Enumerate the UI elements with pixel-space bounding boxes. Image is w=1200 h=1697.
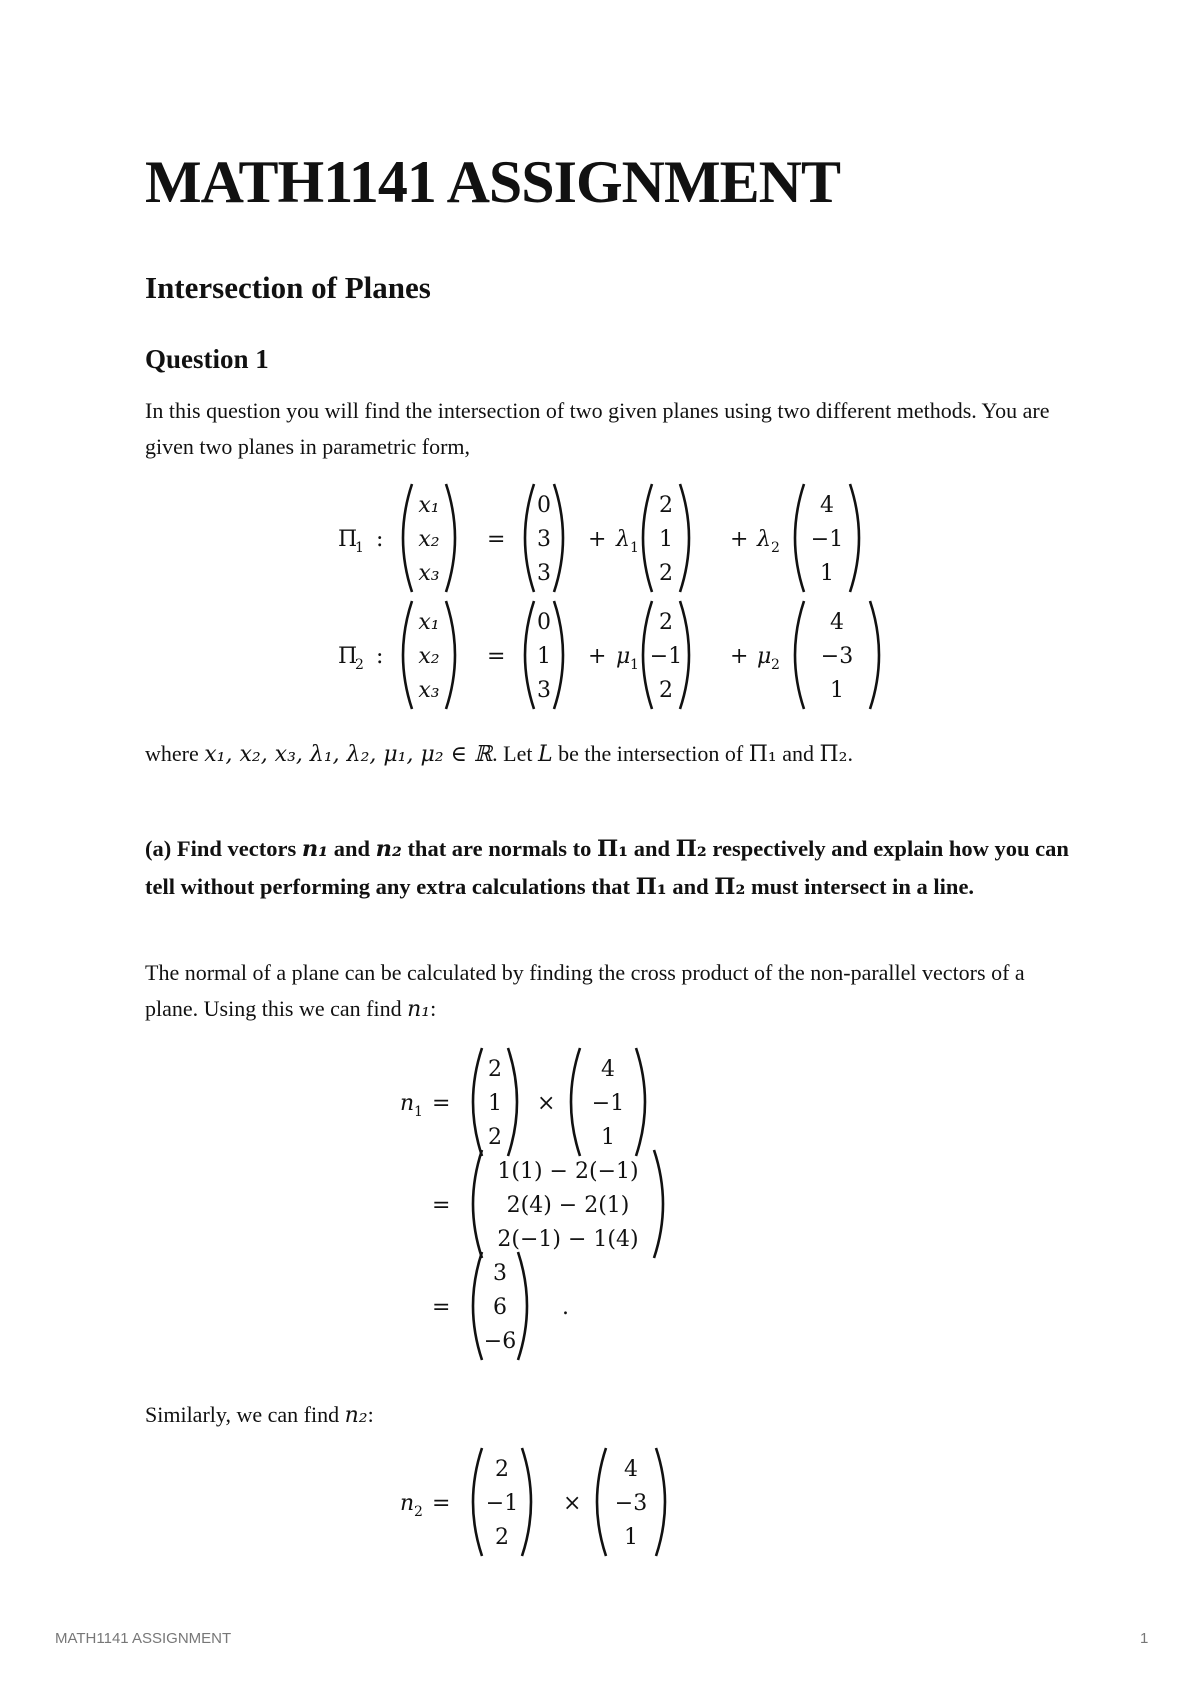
where-and: and bbox=[776, 741, 820, 766]
equals-symbol: = bbox=[432, 1491, 451, 1516]
parameter-subscript: 2 bbox=[771, 540, 780, 556]
parameter-subscript: 2 bbox=[771, 657, 780, 673]
vector-entry: 0 bbox=[537, 610, 551, 635]
vector-entry: 1(1) − 2(−1) bbox=[497, 1159, 639, 1184]
equals-symbol: = bbox=[487, 527, 506, 552]
vector-entry: −1 bbox=[485, 1491, 519, 1516]
part-a-pi2b: Π₂ bbox=[714, 874, 746, 900]
equals-symbol: = bbox=[432, 1091, 451, 1116]
parameter: μ bbox=[616, 644, 631, 669]
right-parenthesis bbox=[522, 1448, 531, 1556]
right-parenthesis bbox=[870, 601, 879, 709]
vector-entry: 1 bbox=[537, 644, 551, 669]
plus-symbol: + bbox=[730, 527, 749, 552]
left-parenthesis bbox=[473, 1252, 482, 1360]
left-parenthesis bbox=[473, 1448, 482, 1556]
vector-entry: x₂ bbox=[418, 644, 440, 669]
right-parenthesis bbox=[636, 1048, 645, 1156]
part-a-question bbox=[145, 830, 1075, 906]
part-a-mid: that are normals to bbox=[401, 836, 597, 861]
left-parenthesis bbox=[525, 484, 534, 592]
vector-entry: 1 bbox=[659, 527, 673, 552]
vector-entry: −1 bbox=[649, 644, 683, 669]
vector-entry: 1 bbox=[488, 1091, 502, 1116]
plus-symbol: + bbox=[588, 644, 607, 669]
vector-entry: −1 bbox=[591, 1091, 625, 1116]
vector-entry: x₁ bbox=[418, 493, 440, 518]
plane-name: Π bbox=[338, 527, 358, 552]
vector-entry: 2 bbox=[495, 1457, 509, 1482]
parameter-subscript: 1 bbox=[630, 540, 639, 556]
plane-name-subscript: 2 bbox=[355, 657, 364, 673]
similarly-var-n2: n₂ bbox=[344, 1403, 368, 1428]
similarly-line bbox=[145, 1397, 1065, 1434]
vector-entry: 1 bbox=[830, 678, 844, 703]
vector-entry: 0 bbox=[537, 493, 551, 518]
vector-entry: −1 bbox=[810, 527, 844, 552]
n2-label-subscript: 2 bbox=[414, 1504, 423, 1520]
vector-entry: 2 bbox=[488, 1057, 502, 1082]
part-a-n1: n₁ bbox=[301, 836, 329, 862]
right-parenthesis bbox=[654, 1150, 663, 1258]
colon-symbol: : bbox=[376, 527, 384, 552]
where-text-1: . Let bbox=[492, 741, 538, 766]
part-a-and3: and bbox=[666, 874, 715, 899]
left-parenthesis bbox=[403, 484, 412, 592]
vector-entry: 2(−1) − 1(4) bbox=[497, 1227, 639, 1252]
vector-entry: 2 bbox=[488, 1125, 502, 1150]
normal-end: : bbox=[430, 996, 437, 1021]
left-parenthesis bbox=[403, 601, 412, 709]
n1-label-subscript: 1 bbox=[414, 1104, 423, 1120]
right-parenthesis bbox=[554, 601, 563, 709]
vector-entry: 2 bbox=[659, 493, 673, 518]
vector-entry: 2(4) − 2(1) bbox=[506, 1193, 630, 1218]
parameter: λ bbox=[616, 527, 630, 552]
parameter: μ bbox=[757, 644, 772, 669]
vector-entry: 4 bbox=[830, 610, 844, 635]
part-a-end: must intersect in a line. bbox=[745, 874, 975, 899]
vector-entry: 1 bbox=[820, 561, 834, 586]
vector-entry: 6 bbox=[493, 1295, 507, 1320]
vector-entry: 4 bbox=[820, 493, 834, 518]
where-text-2: be the intersection of bbox=[552, 741, 749, 766]
right-parenthesis bbox=[446, 484, 455, 592]
part-a-prefix: (a) Find vectors bbox=[145, 836, 302, 861]
n2-label: n bbox=[400, 1491, 415, 1516]
plus-symbol: + bbox=[588, 527, 607, 552]
section-heading: Intersection of Planes bbox=[145, 270, 431, 305]
part-a-and2: and bbox=[628, 836, 676, 861]
vector-entry: −6 bbox=[483, 1329, 517, 1354]
vector-entry: x₃ bbox=[418, 561, 440, 586]
left-parenthesis bbox=[473, 1150, 482, 1258]
similarly-text: Similarly, we can find bbox=[145, 1402, 345, 1427]
normal-var-n1: n₁ bbox=[407, 997, 431, 1022]
intro-paragraph: In this question you will find the intersection of two given planes using two different methods. You are given two planes in parametric form, bbox=[145, 398, 1050, 459]
right-parenthesis bbox=[680, 484, 689, 592]
part-a-pi1b: Π₁ bbox=[635, 874, 667, 900]
part-a-and1: and bbox=[328, 836, 376, 861]
vector-entry: 2 bbox=[659, 678, 673, 703]
left-parenthesis bbox=[597, 1448, 606, 1556]
vector-entry: 2 bbox=[659, 561, 673, 586]
where-prefix: where bbox=[145, 741, 199, 766]
vector-entry: 2 bbox=[659, 610, 673, 635]
question-heading: Question 1 bbox=[145, 344, 269, 374]
part-a-pi2: Π₂ bbox=[675, 836, 707, 862]
left-parenthesis bbox=[795, 484, 804, 592]
cross-product-symbol: × bbox=[563, 1491, 582, 1516]
right-parenthesis bbox=[446, 601, 455, 709]
right-parenthesis bbox=[656, 1448, 665, 1556]
where-pi2: Π₂ bbox=[819, 742, 848, 767]
plane-name-subscript: 1 bbox=[355, 540, 364, 556]
vector-entry: 3 bbox=[537, 678, 551, 703]
left-parenthesis bbox=[795, 601, 804, 709]
vector-entry: x₃ bbox=[418, 678, 440, 703]
colon-symbol: : bbox=[376, 644, 384, 669]
where-end: . bbox=[847, 741, 854, 766]
vector-entry: x₂ bbox=[418, 527, 440, 552]
left-parenthesis bbox=[473, 1048, 482, 1156]
part-a-pi1: Π₁ bbox=[597, 836, 629, 862]
vector-entry: 1 bbox=[601, 1125, 615, 1150]
period-symbol: . bbox=[562, 1295, 569, 1320]
left-parenthesis bbox=[571, 1048, 580, 1156]
similarly-end: : bbox=[367, 1402, 374, 1427]
vector-entry: 3 bbox=[493, 1261, 507, 1286]
cross-product-symbol: × bbox=[537, 1091, 556, 1116]
vector-entry: −3 bbox=[614, 1491, 648, 1516]
plus-symbol: + bbox=[730, 644, 749, 669]
where-line bbox=[145, 736, 1065, 773]
vector-entry: 3 bbox=[537, 527, 551, 552]
where-line-L: L bbox=[538, 742, 553, 767]
part-a-rest: respectively and explain how you can tell without performing any extra calculations that bbox=[145, 836, 1069, 899]
left-parenthesis bbox=[525, 601, 534, 709]
right-parenthesis bbox=[554, 484, 563, 592]
right-parenthesis bbox=[508, 1048, 517, 1156]
left-parenthesis bbox=[643, 484, 652, 592]
page-number: 1 bbox=[1140, 1630, 1149, 1647]
vector-entry: x₁ bbox=[418, 610, 440, 635]
vector-entry: 1 bbox=[624, 1525, 638, 1550]
where-pi1: Π₁ bbox=[748, 742, 777, 767]
equals-symbol: = bbox=[432, 1193, 451, 1218]
n1-label: n bbox=[400, 1091, 415, 1116]
vector-entry: 4 bbox=[601, 1057, 615, 1082]
footer-title: MATH1141 ASSIGNMENT bbox=[55, 1630, 232, 1647]
normal-text: The normal of a plane can be calculated by finding the cross product of the non-parallel vectors of a plane. Using this we can find bbox=[145, 960, 1025, 1021]
parameter-subscript: 1 bbox=[630, 657, 639, 673]
right-parenthesis bbox=[518, 1252, 527, 1360]
right-parenthesis bbox=[850, 484, 859, 592]
normal-explanation bbox=[145, 955, 1065, 1028]
document-title: MATH1141 ASSIGNMENT bbox=[145, 149, 840, 215]
parameter: λ bbox=[757, 527, 771, 552]
plane-name: Π bbox=[338, 644, 358, 669]
vector-entry: 3 bbox=[537, 561, 551, 586]
vector-entry: −3 bbox=[820, 644, 854, 669]
where-variables: x₁, x₂, x₃, λ₁, λ₂, μ₁, μ₂ ∈ ℝ bbox=[204, 742, 493, 767]
part-a-n2: n₂ bbox=[375, 836, 402, 862]
equals-symbol: = bbox=[432, 1295, 451, 1320]
equals-symbol: = bbox=[487, 644, 506, 669]
vector-entry: 2 bbox=[495, 1525, 509, 1550]
vector-entry: 4 bbox=[624, 1457, 638, 1482]
